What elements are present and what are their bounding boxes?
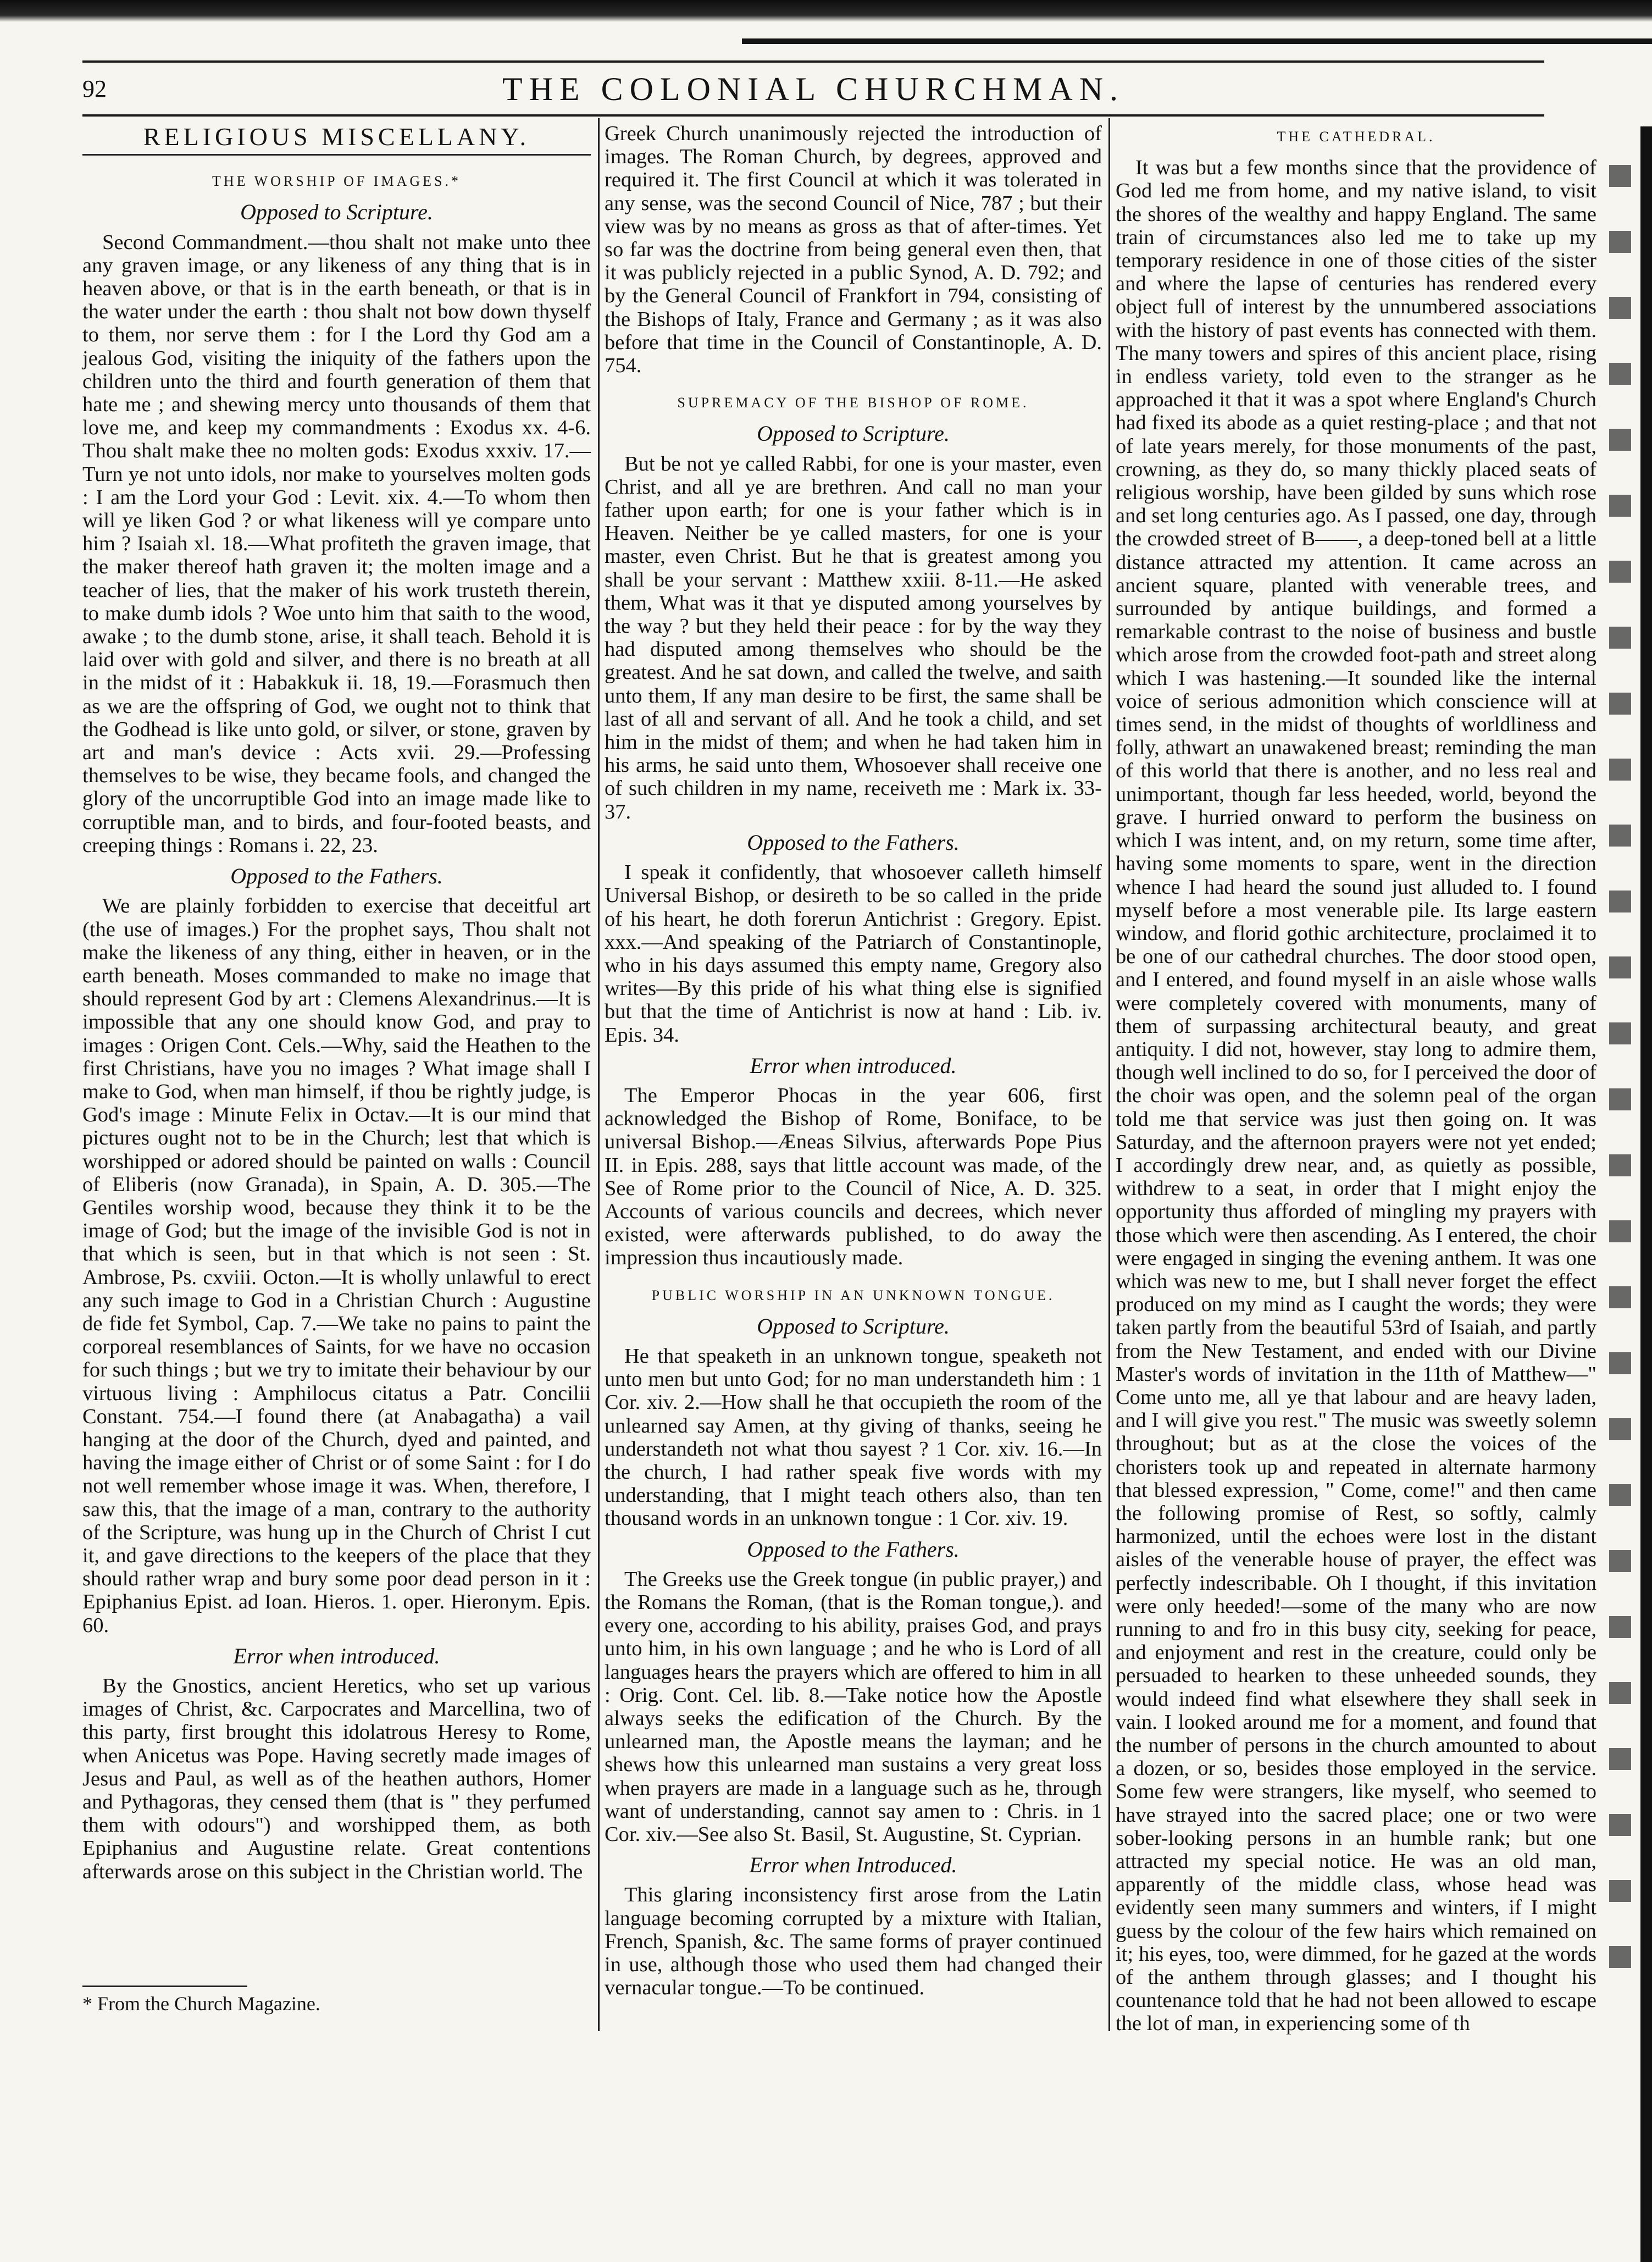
- footnote-rule: [82, 1986, 247, 1987]
- article-paragraph: Greek Church unanimously rejected the introduction of images. The Roman Church, by degrees, approved and required it. The first Council at which it was tolerated in any sense, was the second Council of Nice, 787 ; but their view was by no means as gross as that of after-times. Yet so far was the doctrine from being general even then, that it was publicly rejected in a public Synod, A. D. 792; and by the General Council of Frankfort in 794, consisting of the Bishops of Italy, France and Germany ; as it was also before that time in the Council of Constantinople, A. D. 754.: [605, 122, 1102, 378]
- article-title: PUBLIC WORSHIP IN AN UNKNOWN TONGUE.: [651, 1287, 1055, 1303]
- page-header: [82, 65, 1544, 114]
- article-subheading: Opposed to Scripture.: [240, 200, 433, 225]
- article-subheading: Opposed to the Fathers.: [747, 829, 960, 855]
- article-paragraph: The Emperor Phocas in the year 606, first acknowledged the Bishop of Rome, Boniface, to be universal Bishop.—Æneas Silvius, afterwards Pope Pius II. in Epis. 288, says that little account was made, of the See of Rome prior to the Council of Nice, A. D. 325. Accounts of various councils and decrees, which never existed, were afterwards published, to do away the impression thus incautiously made.: [605, 1083, 1102, 1270]
- column-divider: [1108, 118, 1110, 2031]
- scan-margin-marks: [1609, 165, 1631, 1979]
- header-top-rule: [82, 60, 1544, 63]
- column-2: [605, 122, 1102, 2024]
- header-bottom-rule: [82, 114, 1544, 117]
- article-title: THE WORSHIP OF IMAGES.*: [212, 173, 462, 190]
- article-title: THE CATHEDRAL.: [1277, 129, 1435, 145]
- article-paragraph: But be not ye called Rabbi, for one is your master, even Christ, and all ye are brethren. And call no man your father upon earth; for one is your father which is in Heaven. Neither be ye called masters, for one is your master, even Christ. But he that is greatest among you shall be your servant : Matthew xxiii. 8-11.—He asked them, What was it that ye disputed among yourselves by the way ? but they held their peace : for by the way they had disputed among themselves who should be the greatest. And he sat down, and called the twelve, and saith unto them, If any man desire to be first, the same shall be last of all and servant of all. And he took a child, and set him in the midst of them; and when he had taken him in his arms, he said unto them, Whosoever shall receive one of such children in my name, receiveth me : Mark ix. 33-37.: [605, 452, 1102, 823]
- article-paragraph: This glaring inconsistency first arose from the Latin language becoming corrupted by a mixture with Italian, French, Spanish, &c. The same forms of prayer continued in use, although those who used them had changed their vernacular tongue.—To be continued.: [605, 1883, 1102, 2000]
- article-title: SUPREMACY OF THE BISHOP OF ROME.: [677, 395, 1029, 411]
- article-subheading: Error when introduced.: [233, 1643, 440, 1668]
- article-paragraph: It was but a few months since that the providence of God led me from home, and my native island, to visit the shores of the wealthy and happy England. The same train of circumstances also led me to take up my temporary residence in one of those cities of the sister and where the lapse of centuries has rendered every object full of interest by the unnumbered associations with the history of past events has connected with them. The many towers and spires of this ancient place, rising in endless variety, told even to the stranger as he approached it that it was a spot where England's Church had fixed its abode as a quiet resting-place ; and that not of late years merely, for those monuments of the past, crowning, as they do, so many thickly placed seats of religious worship, have been gilded by suns which rose and set long centuries ago. As I passed, one day, through the crowded street of B——, a deep-toned bell at a little distance attracted my attention. It came across an ancient square, planted with venerable trees, and surrounded by antique buildings, and formed a remarkable contrast to the noise of business and bustle which arose from the crowded foot-path and street along which I was hastening.—It sounded like the internal voice of serious admonition which conscience will at times send, in the midst of thoughts of worldliness and folly, athwart an unawakened breast; reminding the man of this world that there is another, and no less real and unimportant, though far less heeded, world, beyond the grave. I hurried onward to perform the business on which I was intent, and, on my return, some time after, having some moments to spare, went in the direction whence I had heard the sound just alluded to. I found myself before a most venerable pile. Its large eastern window, and florid gothic architecture, proclaimed it to be one of our cathedral churches. The door stood open, and I entered, and found myself in an aisle whose walls were completely covered with monuments, many of them of surpassing architectural beauty, and great antiquity. I did not, however, stay long to admire them, though well inclined to do so, for I perceived the door of the choir was open, and the solemn peal of the organ told me that service was just then going on. It was Saturday, and the afternoon prayers were not yet ended; I accordingly drew near, and, as quietly as possible, withdrew to a seat, in order that I might enjoy the opportunity thus afforded of mingling my prayers with those which were then ascending. As I entered, the choir were engaged in singing the evening anthem. It was one which was new to me, but I shall never forget the effect produced on my mind as I caught the words; they were taken partly from the beautiful 53rd of Isaiah, and partly from the New Testament, and ended with our Divine Master's words of invitation in the 11th of Matthew—" Come unto me, all ye that labour and are heavy laden, and I will give you rest." The music was sweetly solemn throughout; but as at the close the voices of the choristers took up and repeated in alternate harmony that blessed expression, " Come, come!" and then came the following promise of Rest, so softly, calmly harmonized, until the echoes were lost in the distant aisles of the venerable house of prayer, the effect was perfectly indescribable. Oh I thought, if this invitation were only heeded!—some of the many who are now running to and fro in this busy city, seeking for peace, and enjoyment and rest in the creature, could only be persuaded to hearken to these unheeded sounds, they would indeed find what elsewhere they shall seek in vain. I looked around me for a moment, and found that the number of persons in the church amounted to about a dozen, or so, besides those employed in the service. Some few were strangers, like myself, who seemed to have strayed into the sacred place; one or two were sober-looking persons in an humble rank; but one attracted my special notice. He was an old man, apparently of the middle class, whose head was evidently seen many summers and winters, if I might guess by the colour of the few hairs which remained on it; his eyes, too, were dimmed, for he gazed at the words of the anthem through glasses; and I thought his countenance told that he had not been allowed to escape the lot of man, in experiencing some of th: [1116, 156, 1596, 2036]
- article-subheading: Error when introduced.: [750, 1053, 957, 1078]
- section-title: RELIGIOUS MISCELLANY.: [82, 125, 591, 156]
- scan-right-edge: [1640, 126, 1652, 2262]
- footnote: * From the Church Magazine.: [82, 1993, 320, 2015]
- article-paragraph: He that speaketh in an unknown tongue, speaketh not unto men but unto God; for no man understandeth him : 1 Cor. xiv. 2.—How shall he that occupieth the room of the unlearned say Amen, at thy giving of thanks, seeing he understandeth not what thou sayest ? 1 Cor. xiv. 16.—In the church, I had rather speak five words with my understanding, that I might teach others also, than ten thousand words in an unknown tongue : 1 Cor. xiv. 19.: [605, 1344, 1102, 1530]
- newspaper-title: THE COLONIAL CHURCHMAN.: [502, 71, 1125, 107]
- column-3: [1116, 122, 1596, 2036]
- article-subheading: Opposed to the Fathers.: [747, 1536, 960, 1562]
- column-divider: [598, 118, 600, 2031]
- article-paragraph: I speak it confidently, that whosoever calleth himself Universal Bishop, or desireth to be so called in the pride of his heart, he doth forerun Antichrist : Gregory. Epist. xxx.—And speaking of the Patriarch of Constantinople, who in his days assumed this empty name, Gregory also writes—By this pride of his what thing else is signified but that the time of Antichrist is now at hand : Lib. iv. Epis. 34.: [605, 861, 1102, 1047]
- page-number: 92: [82, 75, 107, 102]
- column-1: [82, 122, 591, 2024]
- article-subheading: Error when Introduced.: [749, 1852, 957, 1878]
- article-paragraph: We are plainly forbidden to exercise that deceitful art (the use of images.) For the prophet says, Thou shalt not make the likeness of any thing, either in heaven, or in the earth beneath. Moses commanded to make no image that should represent God by art : Clemens Alexandrinus.—It is impossible that any one should know God, and pray to images : Origen Cont. Cels.—Why, said the Heathen to the first Christians, have you no images ? What image shall I make to God, when man himself, if thou be rightly judge, is God's image : Minute Felix in Octav.—It is our mind that pictures ought not to be in the Church; lest that which is worshipped or adored should be painted on walls : Council of Eliberis (now Granada), in Spain, A. D. 305.—The Gentiles worship wood, because they think it to be the image of God; but the image of the invisible God is not in that which is seen, but in that which is not seen : St. Ambrose, Ps. cxviii. Octon.—It is wholly unlawful to erect any such image to God in a Christian Church : Augustine de fide fet Symbol, Cap. 7.—We take no pains to paint the corporeal resemblances of Saints, for we have no occasion for such things ; but we try to imitate their behaviour by our virtuous living : Amphilocus citatus a Patr. Concilii Constant. 754.—I found there (at Anabagatha) a vail hanging at the door of the Church, dyed and painted, and having the image either of Christ or of some Saint : for I do not well remember whose image it was. When, therefore, I saw this, that the image of a man, contrary to the authority of the Scripture, was hung up in the Church of Christ I cut it, and gave directions to the keepers of the place that they should rather wrap and bury some poor dead person in it : Epiphanius Epist. ad Ioan. Hieros. 1. oper. Hieronym. Epis. 60.: [82, 894, 591, 1637]
- scan-top-rule: [742, 38, 1652, 44]
- article-subheading: Opposed to the Fathers.: [230, 864, 443, 889]
- article-subheading: Opposed to Scripture.: [757, 1313, 950, 1339]
- article-subheading: Opposed to Scripture.: [757, 421, 950, 446]
- article-paragraph: By the Gnostics, ancient Heretics, who set up various images of Christ, &c. Carpocrates and Marcellina, two of this party, first brought this idolatrous Heresy to Rome, when Anicetus was Pope. Having secretly made images of Jesus and Paul, as well as of the heathen authors, Homer and Pythagoras, they censed them (that is " they perfumed them with odours") and worshipped them, as both Epiphanius and Augustine relate. Great contentions afterwards arose on this subject in the Christian world. The: [82, 1674, 591, 1883]
- article-paragraph: Second Commandment.—thou shalt not make unto thee any graven image, or any likeness of any thing that is in heaven above, or that is in the earth beneath, or that is in the water under the earth : thou shalt not bow down thyself to them, nor serve them : for I the Lord thy God am a jealous God, visiting the iniquity of the fathers upon the children unto the third and fourth generation of them that hate me ; and shewing mercy unto thousands of them that love me, and keep my commandments : Exodus xx. 4-6. Thou shalt make thee no molten gods: Exodus xxxiv. 17.—Turn ye not unto idols, nor make to yourselves molten gods : I am the Lord your God : Levit. xix. 4.—To whom then will ye liken God ? or what likeness will ye compare unto him ? Isaiah xl. 18.—What profiteth the graven image, that the maker thereof hath graven it; the molten image and a teacher of lies, that the maker of his work trusteth therein, to make dumb idols ? Woe unto him that saith to the wood, awake ; to the dumb stone, arise, it shall teach. Behold it is laid over with gold and silver, and there is no breath at all in the midst of it : Habakkuk ii. 18, 19.—Forasmuch then as we are the offspring of God, we ought not to think that the Godhead is like unto gold, or silver, or stone, graven by art and man's device : Acts xvii. 29.—Professing themselves to be wise, they became fools, and changed the glory of the uncorruptible God into an image made like to corruptible man, and to birds, and four-footed beasts, and creeping things : Romans i. 22, 23.: [82, 230, 591, 857]
- scan-top-band: [0, 0, 1652, 22]
- article-paragraph: The Greeks use the Greek tongue (in public prayer,) and the Romans the Roman, (that is the Roman tongue,). and every one, according to his ability, praises God, and prays unto him, in his own language ; and he who is Lord of all languages hears the prayers which are offered to him in all : Orig. Cont. Cel. lib. 8.—Take notice how the Apostle always seeks the edification of the Church. By the unlearned man, the Apostle means the layman; and he shews how this unlearned man sustains a very great loss when prayers are made in a language such as he, through want of understanding, cannot say amen to : Chris. in 1 Cor. xiv.—See also St. Basil, St. Augustine, St. Cyprian.: [605, 1567, 1102, 1846]
